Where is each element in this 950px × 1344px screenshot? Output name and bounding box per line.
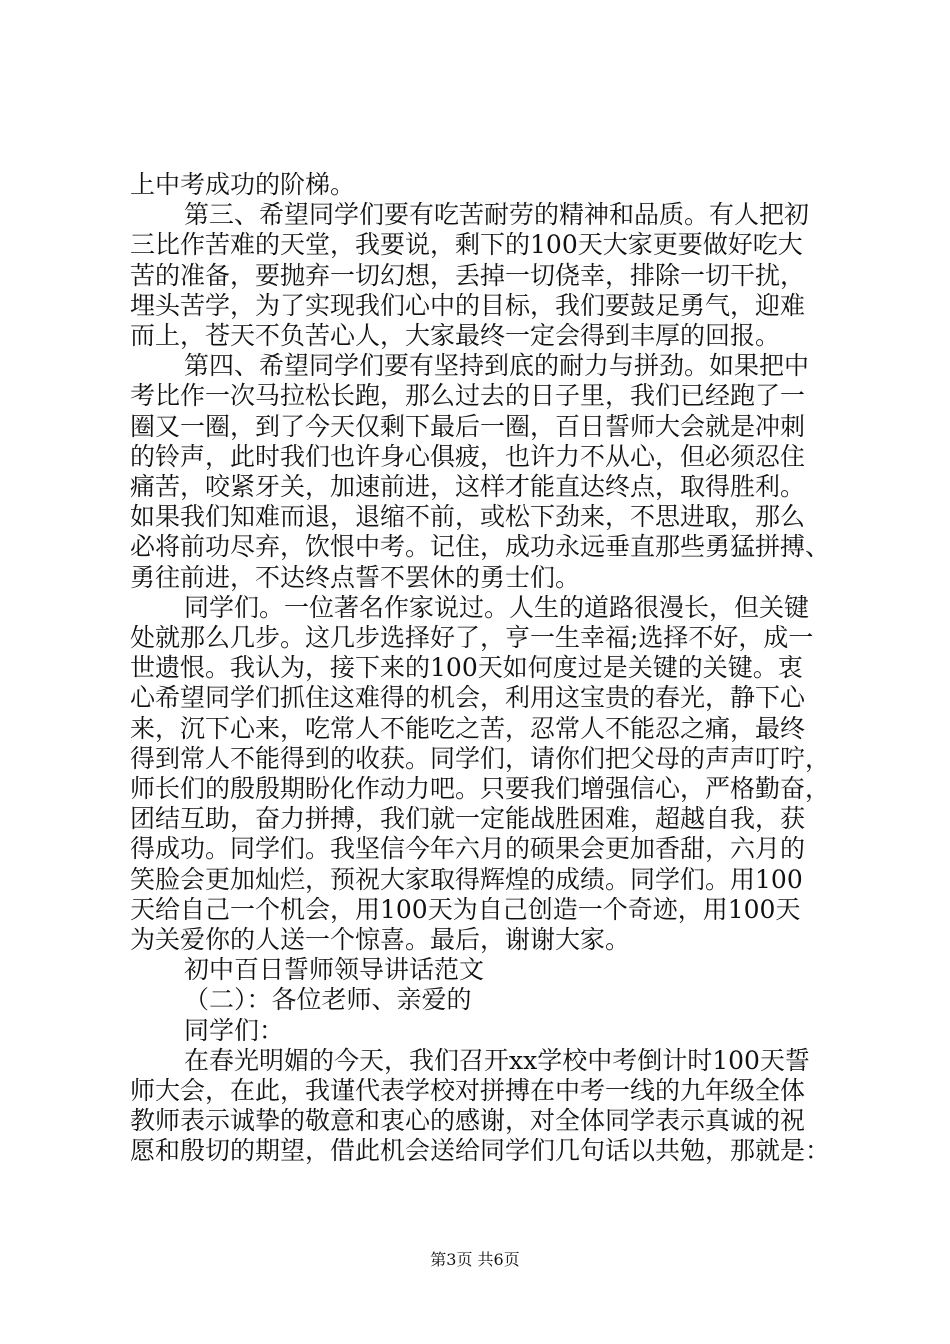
text-line: 第三、希望同学们要有吃苦耐劳的精神和品质。有人把初: [184, 200, 810, 230]
text-line: 勇往前进，不达终点誓不罢休的勇士们。: [130, 562, 581, 592]
text-line: 世遗恨。我认为，接下来的100天如何度过是关键的关键。衷: [130, 653, 803, 683]
text-line: 为关爱你的人送一个惊喜。最后，谢谢大家。: [130, 925, 631, 954]
text-line: 必将前功尽弃，饮恨中考。记住，成功永远垂直那些勇猛拼搏、: [130, 532, 831, 562]
text-line: 得成功。同学们。我坚信今年六月的硕果会更加香甜，六月的: [130, 834, 806, 864]
text-line: 来，沉下心来，吃常人不能吃之苦，忍常人不能忍之痛，最终: [130, 713, 806, 743]
text-line: 考比作一次马拉松长跑，那么过去的日子里，我们已经跑了一: [130, 381, 806, 411]
text-line: 痛苦，咬紧牙关，加速前进，这样才能直达终点，取得胜利。: [130, 472, 806, 501]
text-line: 师大会，在此，我谨代表学校对拼搏在中考一线的九年级全体: [130, 1076, 806, 1105]
text-line: 三比作苦难的天堂，我要说，剩下的100天大家更要做好吃大: [130, 230, 803, 260]
text-line: 在春光明媚的今天，我们召开xx学校中考倒计时100天誓: [184, 1045, 810, 1075]
text-line: 心希望同学们抓住这难得的机会，利用这宝贵的春光，静下心: [130, 683, 806, 713]
text-line: 苦的准备，要抛弃一切幻想，丢掉一切侥幸，排除一切干扰，: [130, 260, 806, 290]
text-line: 同学们。一位著名作家说过。人生的道路很漫长，但关键: [184, 592, 810, 622]
text-line: 上中考成功的阶梯。: [130, 170, 356, 199]
text-line: 初中百日誓师领导讲话范文: [184, 955, 485, 985]
text-line: 笑脸会更加灿烂，预祝大家取得辉煌的成绩。同学们。用100: [130, 864, 803, 894]
text-line: 天给自己一个机会，用100天为自己创造一个奇迹，用100天: [130, 894, 801, 924]
page-number-footer: 第3页 共6页: [430, 1250, 520, 1269]
text-line: 如果我们知难而退，退缩不前，或松下劲来，不思进取，那么: [130, 502, 806, 532]
text-line: 而上，苍天不负苦心人，大家最终一定会得到丰厚的回报。: [130, 321, 781, 350]
text-line: 的铃声，此时我们也许身心俱疲，也许力不从心，但必须忍住: [130, 441, 806, 471]
text-line: 埋头苦学，为了实现我们心中的目标，我们要鼓足勇气，迎难: [130, 290, 806, 320]
text-line: 得到常人不能得到的收获。同学们，请你们把父母的声声叮咛，: [130, 743, 831, 773]
text-line: 第四、希望同学们要有坚持到底的耐力与拼劲。如果把中: [184, 351, 810, 381]
text-line: 愿和殷切的期望，借此机会送给同学们几句话以共勉，那就是：: [130, 1136, 831, 1166]
text-line: 处就那么几步。这几步选择好了，亨一生幸福;选择不好，成一: [130, 623, 814, 652]
text-line: 圈又一圈，到了今天仅剩下最后一圈，百日誓师大会就是冲刺: [130, 411, 806, 441]
text-line: （二）：各位老师、亲爱的: [184, 985, 472, 1015]
text-line: 团结互助，奋力拼搏，我们就一定能战胜困难，超越自我，获: [130, 804, 806, 834]
text-line: 教师表示诚挚的敬意和衷心的感谢，对全体同学表示真诚的祝: [130, 1106, 806, 1136]
text-line: 师长们的殷殷期盼化作动力吧。只要我们增强信心，严格勤奋，: [130, 774, 831, 803]
text-line: 同学们：: [184, 1015, 285, 1045]
